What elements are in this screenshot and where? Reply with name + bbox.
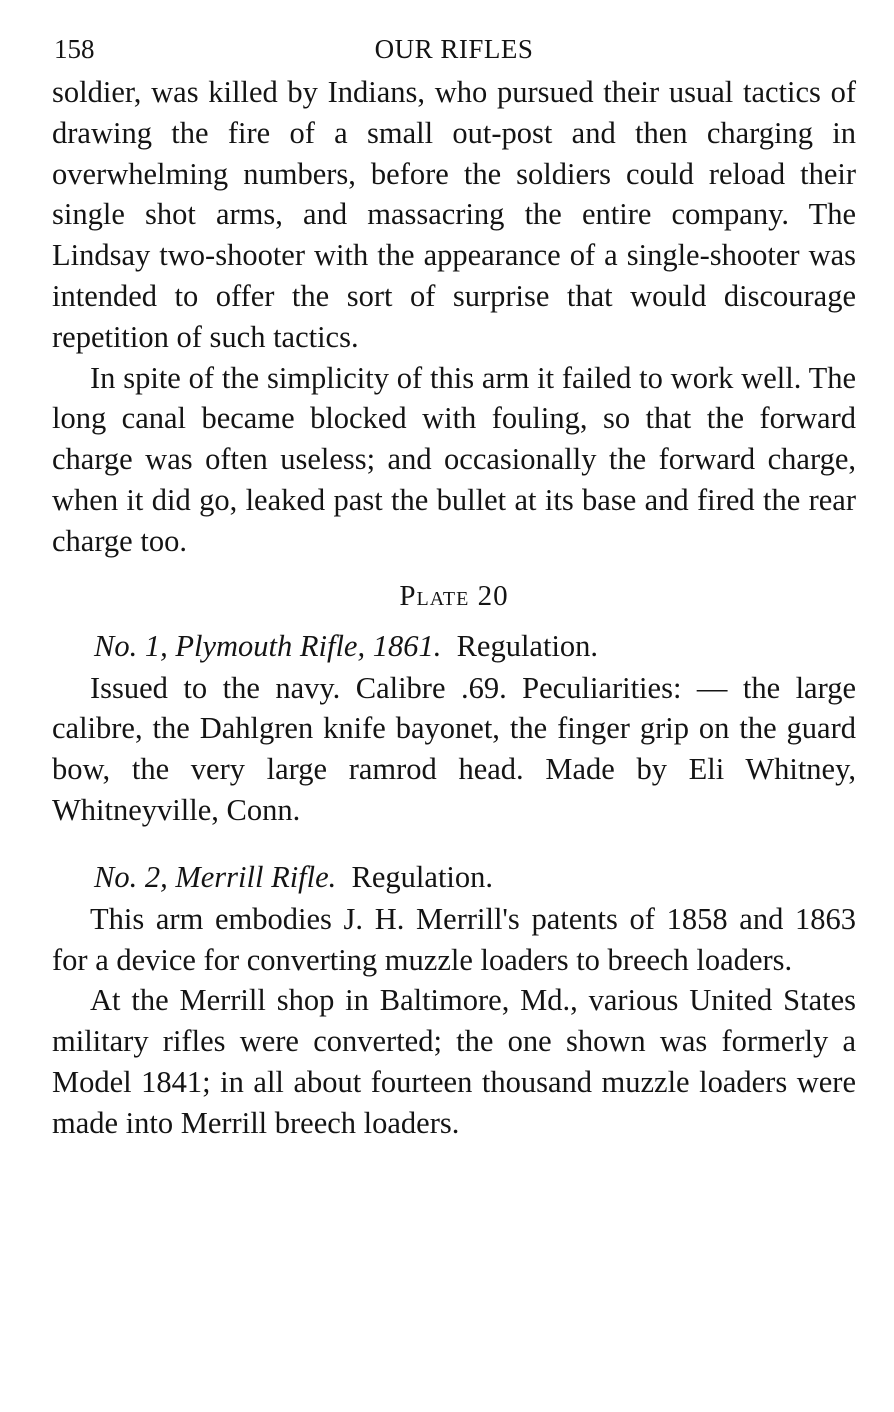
plate-item-2-tag: Regulation. xyxy=(351,859,494,894)
plate-item-2-title: No. 2, Merrill Rifle. xyxy=(94,859,337,894)
paragraph-lindsay-failure: In spite of the simplicity of this arm it failed to work well. The long canal became blocked with fouling, so that the forward charge was often useless; and occasionally the forward charge, when it did go, leaked past the bullet at its base and fired the rear charge too. xyxy=(52,360,856,558)
plate-item-1-description: Issued to the navy. Calibre .69. Peculiarities: — the large calibre, the Dahlgren knife bayonet, the finger grip on the guard bow, the very large ramrod head. Made by Eli Whitney, Whitneyville, Conn. xyxy=(52,670,856,827)
plate-heading: Plate 20 xyxy=(399,579,509,612)
plate-item-2-heading xyxy=(52,855,856,899)
plate-item-1-tag: Regulation. xyxy=(456,628,599,663)
plate-item-1-title: No. 1, Plymouth Rifle, 1861. xyxy=(94,628,442,663)
page-header xyxy=(52,26,856,72)
plate-item-2-description-2: At the Merrill shop in Baltimore, Md., various United States military rifles were converted; the one shown was formerly a Model 1841; in all about fourteen thousand muzzle loaders were made into Merrill breech loaders. xyxy=(52,983,856,1140)
paragraph-lindsay-continued: soldier, was killed by Indians, who pursued their usual tactics of drawing the fire of a small out-post and then charging in overwhelming numbers, before the soldiers could reload their single shot arms, and massacring the entire company. The Lindsay two-shooter with the appearance of a single-shooter was intended to offer the sort of surprise that would discourage repetition of such tactics. xyxy=(52,75,856,354)
book-page xyxy=(52,26,856,1144)
running-head: OUR RIFLES xyxy=(374,34,534,64)
page-number: 158 xyxy=(54,34,95,64)
plate-item-2-description-1: This arm embodies J. H. Merrill's patents of 1858 and 1863 for a device for converting muzzle loaders to breech loaders. xyxy=(52,901,856,977)
plate-item-1-heading xyxy=(52,624,856,668)
